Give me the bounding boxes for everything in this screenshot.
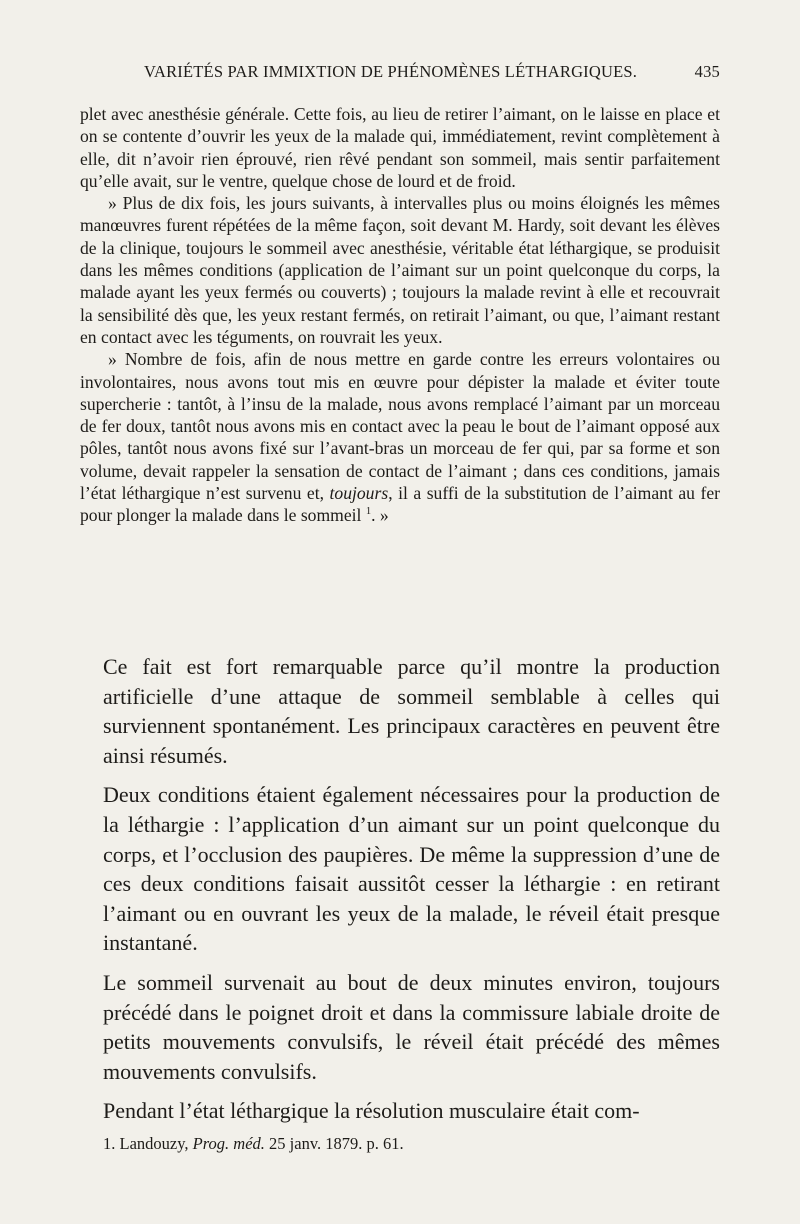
footnote xyxy=(103,1134,720,1154)
quote-paragraph-1: plet avec anesthésie générale. Cette fois, au lieu de retirer l’aimant, on le laisse en place et on se contente d’ouvrir les yeux de la malade qui, immédiatement, revint complètement à elle, dit n’avoir rien éprouvé, rien rêvé pendant son sommeil, mais sentir parfaitement qu’elle avait, sur le ventre, quelque chose de lourd et de froid. xyxy=(80,104,720,191)
footnote-number: 1. xyxy=(103,1134,116,1153)
body-paragraph-4: Pendant l’état léthargique la résolution musculaire était com- xyxy=(103,1098,640,1124)
main-text xyxy=(103,652,720,1126)
quote-p3-end: . » xyxy=(371,505,389,526)
page-number: 435 xyxy=(694,62,720,81)
quoted-passage xyxy=(80,103,720,527)
quote-p3-text: » Nombre de fois, afin de nous mettre en garde contre les erreurs volontaires ou involontaires, nous avons tout mis en œuvre pour dépister la malade et éviter toute supercherie : tantôt, à l’insu de la malade, nous avons remplacé l’aimant par un morceau de fer doux, tantôt nous avons mis en contact avec la peau le bout de l’aimant opposé aux pôles, tantôt nous avons fixé sur l’avant-bras un morceau de fer qui, par sa forme et son volume, devait rappeler la sensation de contact de l’aimant ; dans ces conditions, jamais l’état léthargique n’est survenu et, xyxy=(80,349,720,504)
footnote-author: Landouzy, xyxy=(119,1134,189,1153)
quote-paragraph-3 xyxy=(80,348,720,526)
quote-paragraph-2: » Plus de dix fois, les jours suivants, à intervalles plus ou moins éloignés les mêmes manœuvres furent répétées de la même façon, soit devant M. Hardy, soit devant les élèves de la clinique, toujours le sommeil avec anesthésie, véritable état léthargique, se produisit dans les mêmes conditions (application de l’aimant sur un point quelconque du corps, la malade ayant les yeux fermés ou couverts) ; toujours la malade revint à elle et recouvrait la sensibilité dès que, les yeux restant fermés, on retirait l’aimant, ou que, l’aimant restant en contact avec les téguments, on rouvrait les yeux. xyxy=(80,193,720,347)
footnote-reference: 1 xyxy=(365,506,372,518)
body-paragraph-2: Deux conditions étaient également nécessaires pour la production de la léthargie : l’application d’un aimant sur un point quelconque du corps, et l’occlusion des paupières. De même la suppression d’une de ces deux conditions faisait aussitôt cesser la léthargie : en retirant l’aimant ou en ouvrant les yeux de la malade, le réveil était presque instantané. xyxy=(103,782,720,956)
footnote-citation: 25 janv. 1879. p. 61. xyxy=(269,1134,404,1153)
quote-p3-italic: toujours xyxy=(329,483,389,504)
quote-p3-text-after: , il a suffi de la substitution de l’aimant au fer pour plonger la malade dans le sommeil xyxy=(80,483,720,526)
running-title: VARIÉTÉS PAR IMMIXTION DE PHÉNOMÈNES LÉTHARGIQUES. xyxy=(144,62,638,81)
footnote-journal: Prog. méd. xyxy=(192,1134,265,1153)
body-paragraph-1: Ce fait est fort remarquable parce qu’il montre la production artificielle d’une attaque de sommeil semblable à celles qui surviennent spontanément. Les principaux caractères en peuvent être ainsi résumés. xyxy=(103,654,720,768)
body-paragraph-3: Le sommeil survenait au bout de deux minutes environ, toujours précédé dans le poignet droit et dans la commissure labiale droite de petits mouvements convulsifs, le réveil était précédé des mêmes mouvements convulsifs. xyxy=(103,969,720,1084)
